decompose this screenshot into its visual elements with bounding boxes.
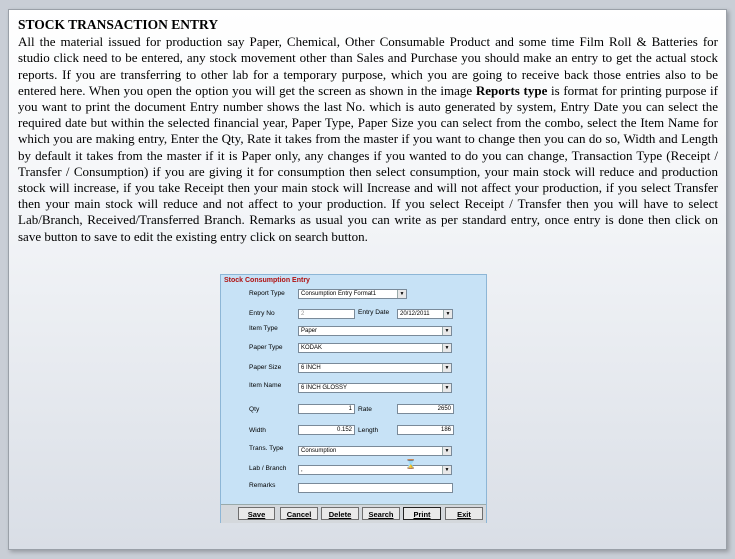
document-body — [18, 17, 718, 245]
exit-button[interactable]: Exit — [445, 507, 483, 520]
chevron-down-icon[interactable]: ▼ — [443, 310, 452, 318]
lab-branch-select[interactable] — [298, 465, 452, 475]
width-field[interactable]: 0.152 — [298, 425, 355, 435]
report-type-label: Report Type — [249, 290, 285, 297]
paragraph-bold: Reports type — [475, 82, 548, 98]
remarks-label: Remarks — [249, 482, 276, 489]
entry-no-field[interactable]: 2 — [298, 309, 355, 319]
qty-field[interactable]: 1 — [298, 404, 355, 414]
entry-date-picker[interactable] — [397, 309, 453, 319]
remarks-field[interactable] — [298, 483, 453, 493]
paper-size-label: Paper Size — [249, 364, 282, 371]
save-button[interactable]: Save — [238, 507, 275, 520]
item-type-select[interactable] — [298, 326, 452, 336]
chevron-down-icon[interactable]: ▼ — [397, 290, 406, 298]
trans-type-value: Consumption — [301, 448, 337, 454]
report-type-value: Consumption Entry Format1 — [301, 291, 377, 297]
page-title: STOCK TRANSACTION ENTRY — [18, 17, 219, 32]
stock-consumption-window — [220, 274, 487, 523]
entry-no-label: Entry No — [249, 310, 275, 317]
paragraph-intro: All the material issued for production say Paper, Chemical, Other Consumable Product and some time Film Roll & Batteries for studio click need to be entered, any stock movement other than Sales and Purchase you should make an entry to get the actual stock reports. If you are transferring to other lab for a temporary purpose, which you are going to receive back those entries also to be entered here. When you open the option you will get the screen as shown in the image — [18, 34, 718, 98]
paper-size-select[interactable] — [298, 363, 452, 373]
cancel-button[interactable]: Cancel — [280, 507, 318, 520]
item-name-value: 6 INCH GLOSSY — [301, 385, 348, 391]
paper-size-value: 6 INCH — [301, 365, 321, 371]
item-name-select[interactable] — [298, 383, 452, 393]
length-field[interactable]: 186 — [397, 425, 454, 435]
item-type-value: Paper — [301, 328, 318, 334]
lab-branch-label: Lab / Branch — [249, 465, 287, 472]
chevron-down-icon[interactable]: ▼ — [442, 327, 451, 335]
item-name-label: Item Name — [249, 382, 282, 389]
rate-field[interactable]: 2650 — [397, 404, 454, 414]
rate-label: Rate — [358, 406, 372, 413]
report-type-select[interactable] — [298, 289, 407, 299]
button-bar — [221, 504, 486, 523]
paragraph-rest: is format for printing purpose if you want to print the document Entry number shows the last No. which is auto generated by system, Entry Date you can select the required date but within the selected financial year, Paper Type, Paper Size you can select from the combo, select the Item Name for which you are making entry, Enter the Qty, Rate it takes from the master if you want to change then you can do so, Width and Length by default it takes from the master if it is Paper only, any changes if you wanted to do you can change, Transaction Type (Receipt / Transfer / Consumption) if you are giving it for consumption then select consumption, your main stock will reduce and production stock will increase, if you take Receipt then your main stock will Increase and will not affect your production, if you select Transfer then your main stock will reduce and not affect to your production. If you select Receipt / Transfer then you will have to select Lab/Branch, Received/Transferred Branch. Remarks as usual you can write as per standard entry, once entry is done then click on save button to save to edit the existing entry click on search button. — [18, 82, 718, 244]
search-button[interactable]: Search — [362, 507, 400, 520]
trans-type-select[interactable] — [298, 446, 452, 456]
length-label: Length — [358, 427, 379, 434]
paper-type-select[interactable] — [298, 343, 452, 353]
chevron-down-icon[interactable]: ▼ — [442, 447, 451, 455]
chevron-down-icon[interactable]: ▼ — [442, 344, 451, 352]
delete-button[interactable]: Delete — [321, 507, 359, 520]
hourglass-icon: ⌛ — [405, 459, 417, 469]
paper-type-label: Paper Type — [249, 344, 283, 351]
trans-type-label: Trans. Type — [249, 445, 284, 452]
window-title: Stock Consumption Entry — [224, 277, 310, 284]
chevron-down-icon[interactable]: ▼ — [442, 364, 451, 372]
print-button[interactable]: Print — [403, 507, 441, 520]
entry-date-value: 20/12/2011 — [400, 311, 430, 317]
body-paragraph — [18, 34, 718, 245]
chevron-down-icon[interactable]: ▼ — [442, 384, 451, 392]
entry-date-label: Entry Date — [358, 309, 390, 316]
item-type-label: Item Type — [249, 325, 278, 332]
chevron-down-icon[interactable]: ▼ — [442, 466, 451, 474]
width-label: Width — [249, 427, 266, 434]
lab-branch-value: , — [301, 467, 303, 473]
paper-type-value: KODAK — [301, 345, 323, 351]
qty-label: Qty — [249, 406, 260, 413]
